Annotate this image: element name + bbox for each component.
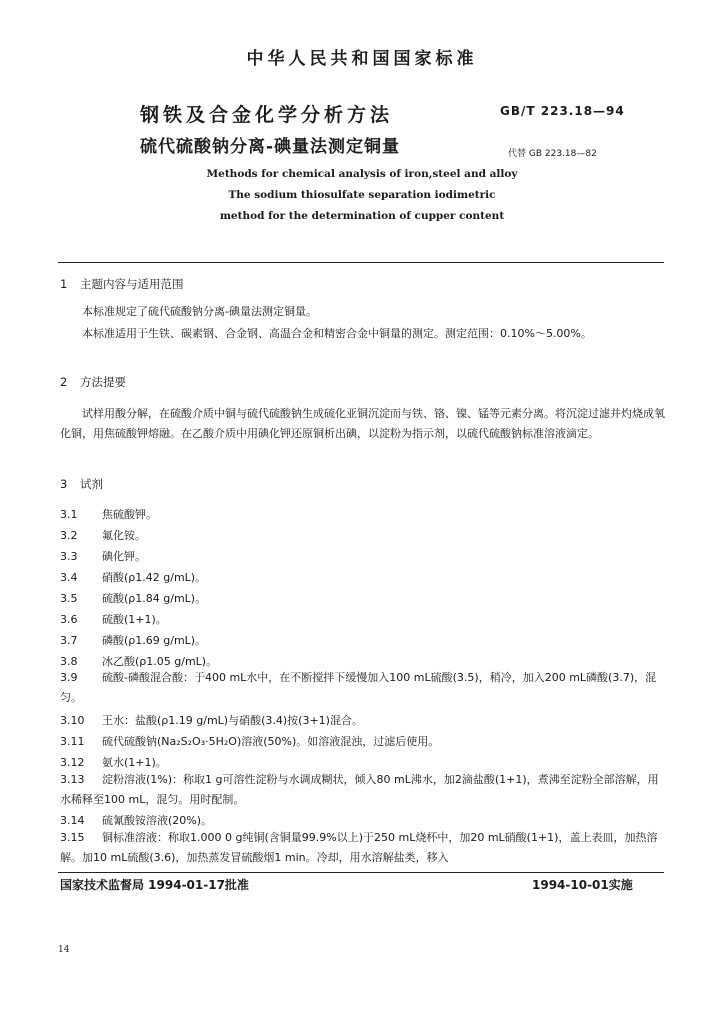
page-number: 14: [58, 945, 70, 955]
item-number: 3.3: [60, 550, 78, 563]
section-title: 方法提要: [80, 375, 126, 389]
item-number: 3.12: [60, 756, 85, 769]
approval-line: 国家技术监督局 1994-01-17批准: [60, 878, 249, 892]
item-text: 王水：盐酸(ρ1.19 g/mL)与硝酸(3.4)按(3+1)混合。: [102, 714, 363, 727]
item-text: 氟化铵。: [102, 529, 146, 542]
item-text: 硫氰酸铵溶液(20%)。: [102, 814, 213, 827]
item-text: 氨水(1+1)。: [102, 756, 167, 769]
section-title: 试剂: [80, 477, 103, 491]
section-title: 主题内容与适用范围: [80, 277, 184, 291]
list-item: [60, 653, 217, 669]
header-divider: [58, 262, 664, 263]
list-item: [60, 632, 206, 648]
english-title-line3: method for the determination of cupper content: [219, 210, 505, 222]
footer-divider: [58, 872, 664, 873]
section-1-heading: [60, 276, 184, 292]
item-text: 冰乙酸(ρ1.05 g/mL)。: [102, 655, 218, 668]
item-number: 3.6: [60, 613, 78, 626]
list-item: [60, 828, 666, 868]
document-title-line2: 硫代硫酸钠分离-碘量法测定铜量: [140, 137, 401, 157]
list-item: [60, 527, 146, 543]
item-number: 3.4: [60, 571, 78, 584]
item-text: 硝酸(ρ1.42 g/mL)。: [102, 571, 207, 584]
item-text: 碘化钾。: [102, 550, 146, 563]
item-text: 硫酸(1+1)。: [102, 613, 167, 626]
item-text: 硫酸-磷酸混合酸：于400 mL水中，在不断搅拌下缓慢加入100 mL硫酸(3.5)，稍冷，加入200 mL磷酸(3.7)，混匀。: [60, 671, 657, 704]
document-title-line1: 钢铁及合金化学分析方法: [140, 104, 394, 126]
item-number: 3.5: [60, 592, 78, 605]
list-item: [60, 668, 666, 708]
section-number: 3: [60, 477, 68, 491]
list-item: [60, 506, 157, 522]
section-number: 1: [60, 277, 68, 291]
item-text: 淀粉溶液(1%)：称取1 g可溶性淀粉与水调成糊状，倾入80 mL沸水，加2滴盐酸(1+1)，煮沸至淀粉全部溶解，用水稀释至100 mL，混匀。用时配制。: [60, 773, 659, 806]
item-number: 3.14: [60, 814, 85, 827]
list-item: [60, 770, 666, 810]
item-number: 3.1: [60, 508, 78, 521]
item-text: 硫酸(ρ1.84 g/mL)。: [102, 592, 207, 605]
item-number: 3.13: [60, 773, 85, 786]
item-text: 硫代硫酸钠(Na₂S₂O₃·5H₂O)溶液(50%)。如溶液混浊，过滤后使用。: [102, 735, 440, 748]
item-number: 3.10: [60, 714, 85, 727]
list-item: [60, 812, 212, 828]
standard-number: GB/T 223.18—94: [500, 104, 625, 118]
item-text: 磷酸(ρ1.69 g/mL)。: [102, 634, 207, 647]
section-3-heading: [60, 476, 103, 492]
item-number: 3.8: [60, 655, 78, 668]
paragraph: 本标准规定了硫代硫酸钠分离-碘量法测定铜量。: [82, 305, 317, 318]
item-number: 3.15: [60, 831, 85, 844]
national-standard-heading: 中华人民共和国国家标准: [246, 49, 478, 69]
item-number: 3.7: [60, 634, 78, 647]
list-item: [60, 733, 439, 749]
list-item: [60, 590, 206, 606]
section-2-heading: [60, 374, 126, 390]
item-number: 3.2: [60, 529, 78, 542]
item-number: 3.11: [60, 735, 85, 748]
paragraph: 试样用酸分解，在硫酸介质中铜与硫代硫酸钠生成硫化亚铜沉淀而与铁、铬、镍、锰等元素分离。将沉淀过滤并灼烧成氧化铜，用焦硫酸钾熔融。在乙酸介质中用碘化钾还原铜析出碘，以淀粉为指示剂，以硫代硫酸钠标准溶液滴定。: [60, 407, 665, 440]
item-number: 3.9: [60, 671, 78, 684]
english-title-line1: Methods for chemical analysis of iron,steel and alloy: [206, 168, 518, 180]
section-number: 2: [60, 375, 68, 389]
item-text: 焦硫酸钾。: [102, 508, 157, 521]
list-item: [60, 611, 167, 627]
implementation-date: 1994-10-01实施: [532, 878, 633, 892]
list-item: [60, 569, 206, 585]
list-item: [60, 548, 146, 564]
replaces-standard: 代替 GB 223.18—82: [508, 149, 597, 159]
paragraph: 本标准适用于生铁、碳素钢、合金钢、高温合金和精密合金中铜量的测定。测定范围：0.10%～5.00%。: [82, 327, 592, 340]
item-text: 铜标准溶液：称取1.000 0 g纯铜(含铜量99.9%以上)于250 mL烧杯中，加20 mL硝酸(1+1)，盖上表皿，加热溶解。加10 mL硫酸(3.6)，加热蒸发冒硫酸烟1 min。冷却，用水溶解盐类，移入: [60, 831, 658, 864]
list-item: [60, 712, 363, 728]
english-title-line2: The sodium thiosulfate separation iodimetric: [228, 189, 496, 201]
list-item: [60, 754, 167, 770]
